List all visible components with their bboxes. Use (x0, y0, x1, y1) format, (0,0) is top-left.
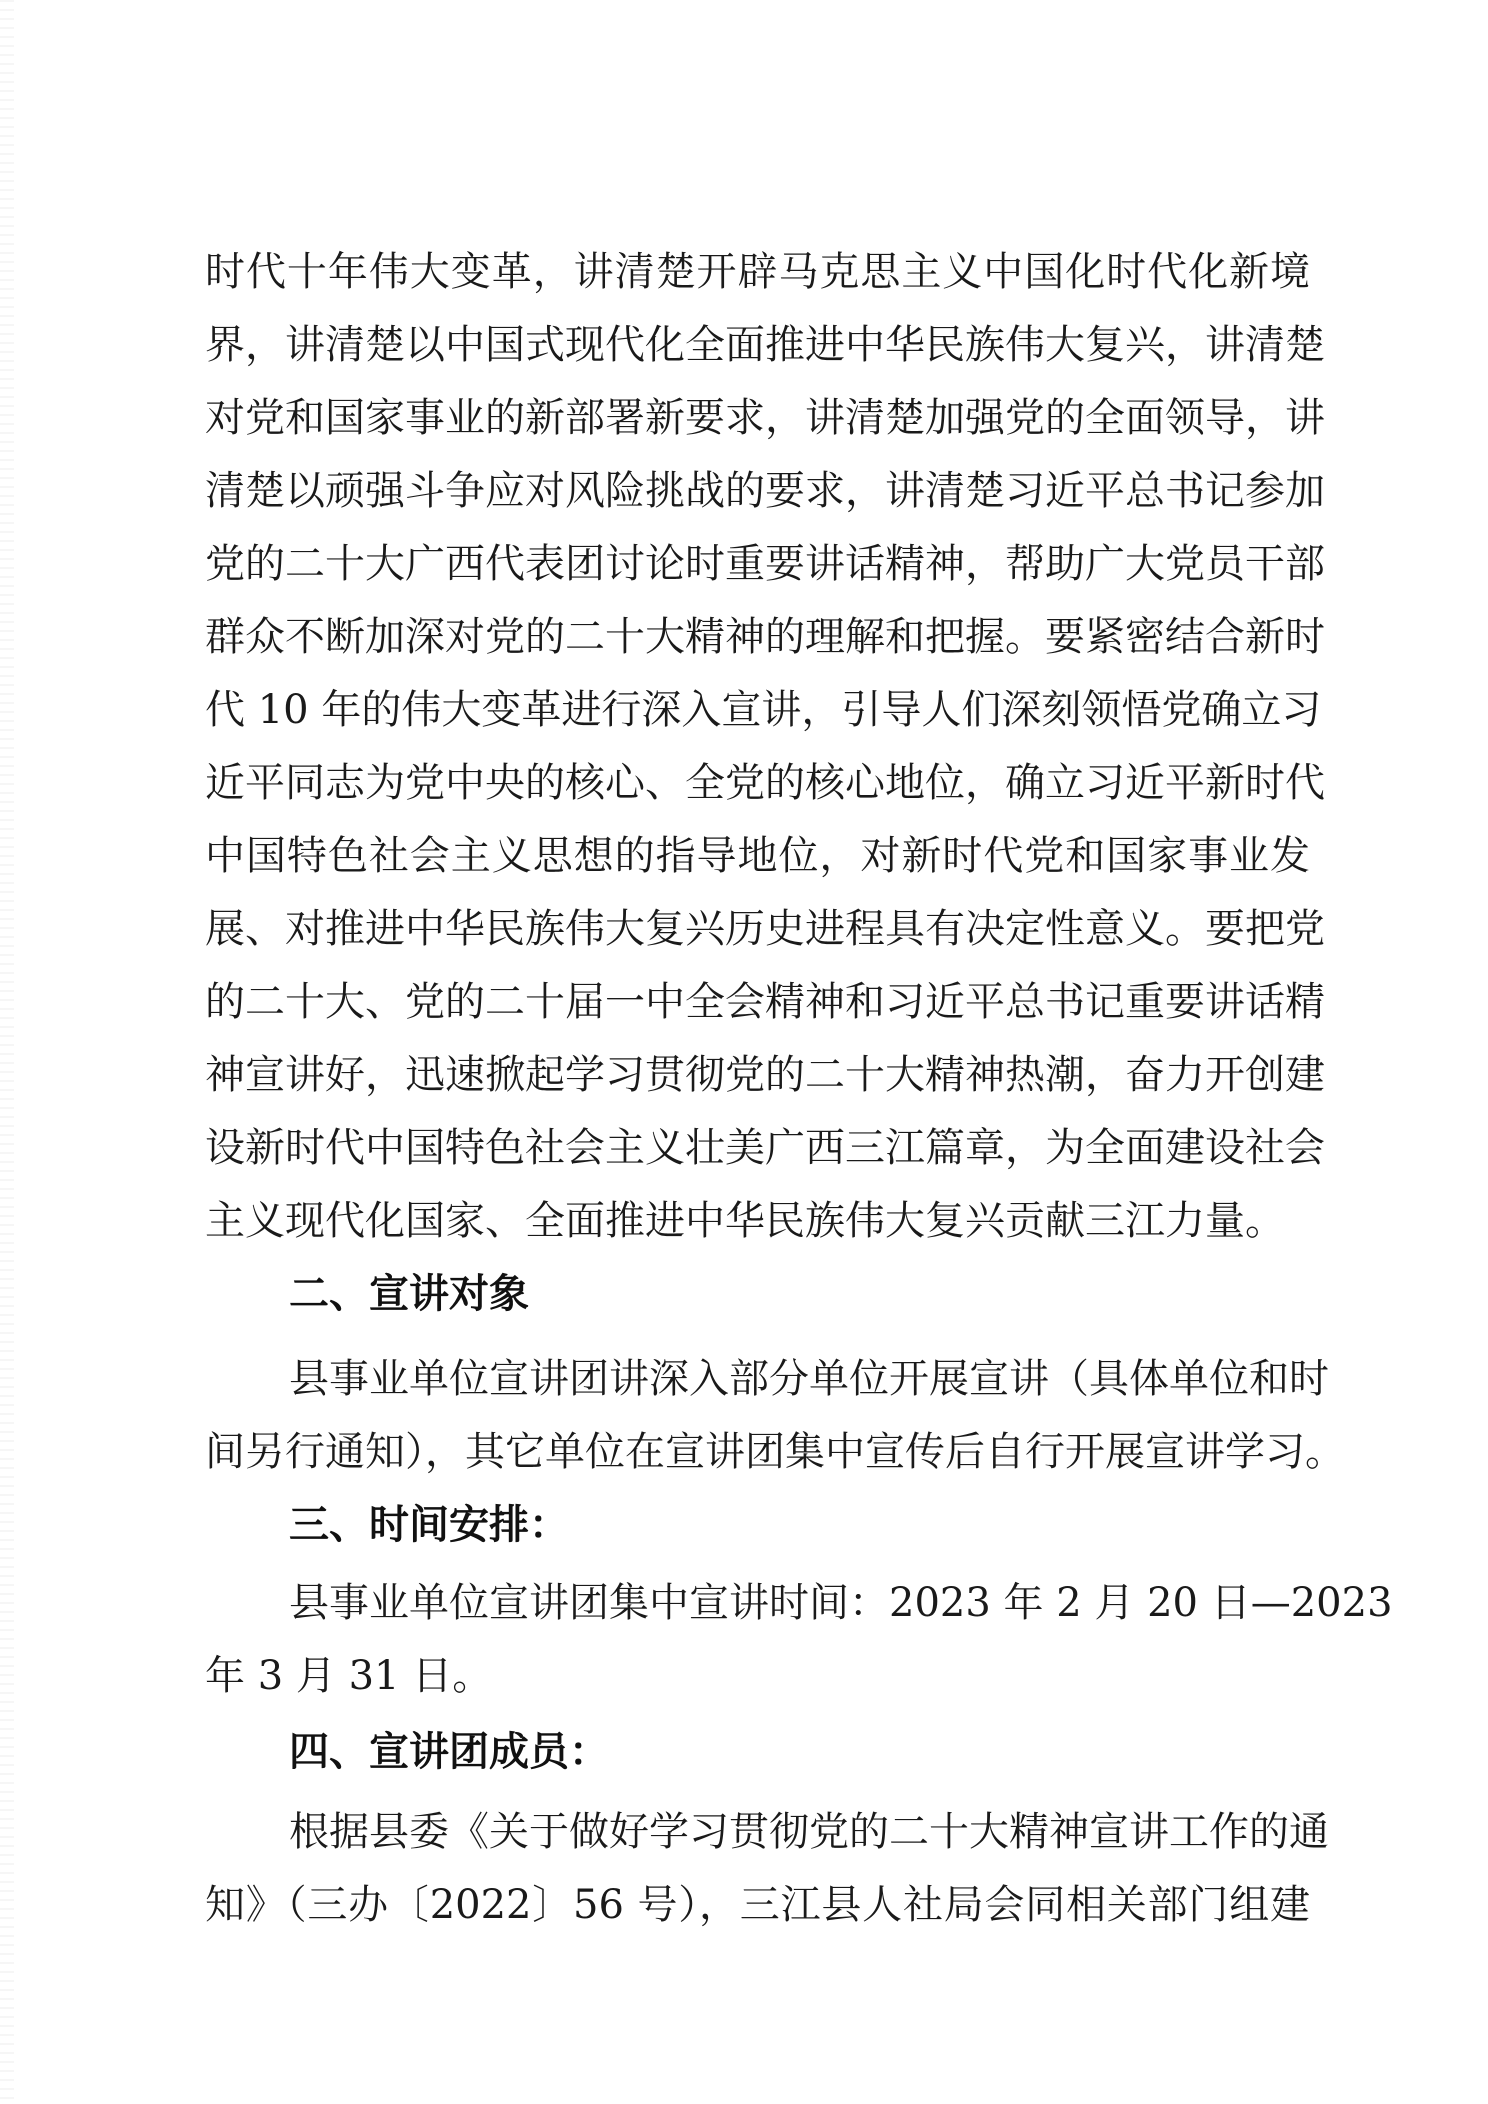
body-line: 县事业单位宣讲团讲深入部分单位开展宣讲（具体单位和时 (289, 1356, 1329, 1402)
body-line: 根据县委《关于做好学习贯彻党的二十大精神宣讲工作的通 (289, 1809, 1329, 1855)
body-line: 党的二十大广西代表团讨论时重要讲话精神，帮助广大党员干部 (205, 541, 1325, 587)
body-line: 清楚以顽强斗争应对风险挑战的要求，讲清楚习近平总书记参加 (205, 468, 1325, 514)
body-line: 时代十年伟大变革，讲清楚开辟马克思主义中国化时代化新境 (205, 249, 1310, 295)
body-line: 年 3 月 31 日。 (205, 1653, 493, 1699)
body-line: 主义现代化国家、全面推进中华民族伟大复兴贡献三江力量。 (205, 1198, 1285, 1244)
body-line: 的二十大、党的二十届一中全会精神和习近平总书记重要讲话精 (205, 979, 1325, 1025)
body-line: 设新时代中国特色社会主义壮美广西三江篇章，为全面建设社会 (205, 1125, 1325, 1171)
body-line: 知》（三办〔2022〕56 号），三江县人社局会同相关部门组建 (205, 1882, 1310, 1928)
body-line: 对党和国家事业的新部署新要求，讲清楚加强党的全面领导，讲 (205, 395, 1325, 441)
body-line: 县事业单位宣讲团集中宣讲时间：2023 年 2 月 20 日—2023 (289, 1580, 1393, 1626)
body-line: 近平同志为党中央的核心、全党的核心地位，确立习近平新时代 (205, 760, 1325, 806)
scan-edge-artifact (0, 0, 14, 2104)
body-line: 神宣讲好，迅速掀起学习贯彻党的二十大精神热潮，奋力开创建 (205, 1052, 1325, 1098)
body-line: 群众不断加深对党的二十大精神的理解和把握。要紧密结合新时 (205, 614, 1325, 660)
body-line: 间另行通知），其它单位在宣讲团集中宣传后自行开展宣讲学习。 (205, 1429, 1345, 1475)
section-heading-members: 四、宣讲团成员： (289, 1729, 609, 1775)
section-heading-audience: 二、宣讲对象 (289, 1271, 529, 1317)
body-line: 中国特色社会主义思想的指导地位，对新时代党和国家事业发 (205, 833, 1310, 879)
body-line: 展、对推进中华民族伟大复兴历史进程具有决定性意义。要把党 (205, 906, 1325, 952)
section-heading-schedule: 三、时间安排： (289, 1502, 569, 1548)
body-line: 代 10 年的伟大变革进行深入宣讲，引导人们深刻领悟党确立习 (205, 687, 1322, 733)
body-line: 界，讲清楚以中国式现代化全面推进中华民族伟大复兴，讲清楚 (205, 322, 1325, 368)
